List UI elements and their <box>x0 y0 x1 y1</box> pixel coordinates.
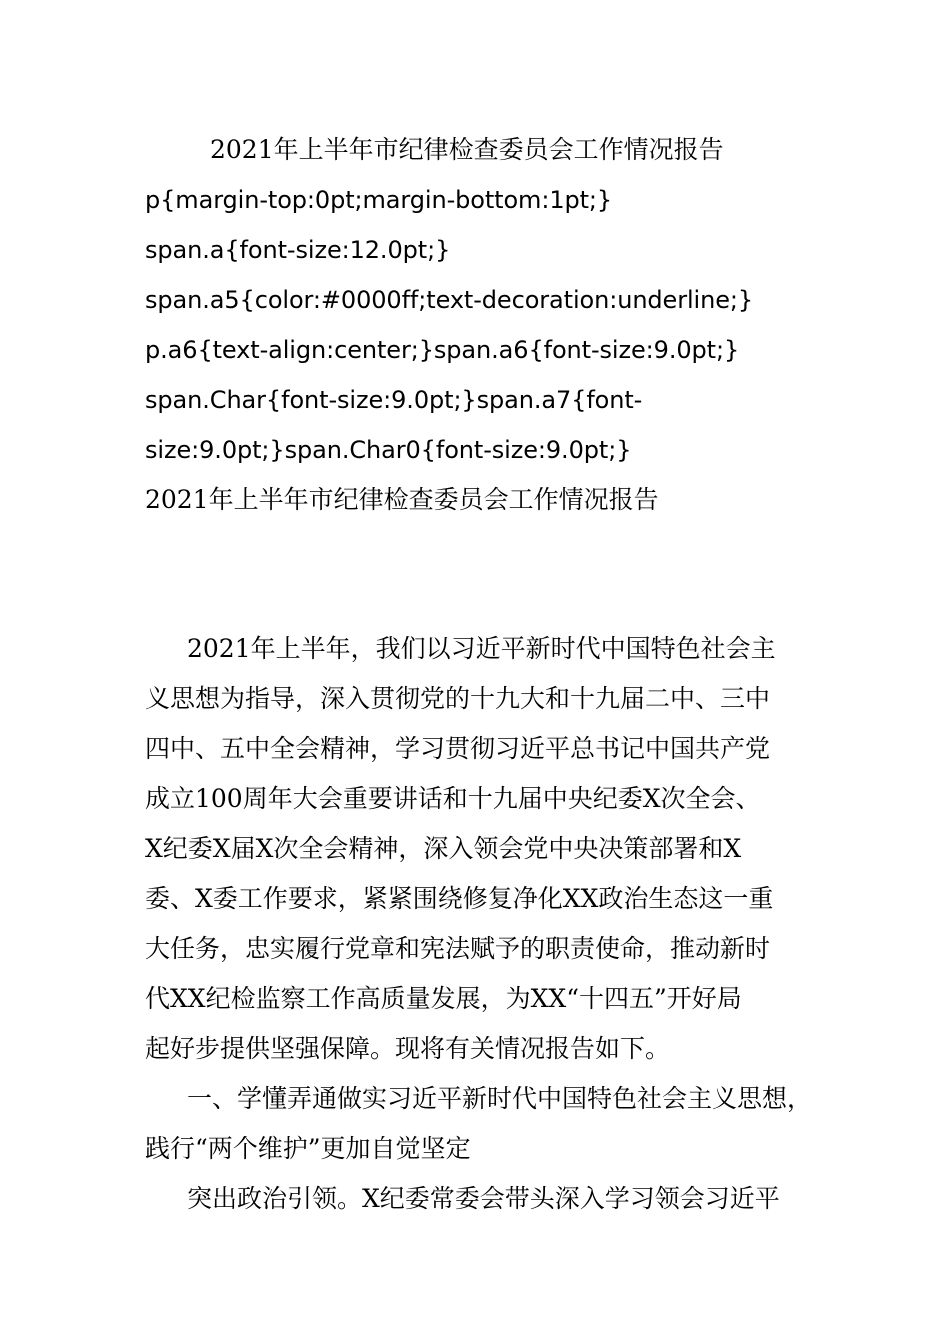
intro-line-8: 代XX纪检监察工作高质量发展，为XX“十四五”开好局 <box>145 984 742 1013</box>
css-residue-line-3: span.a5{color:#0000ff;text-decoration:underline;} <box>145 286 754 314</box>
document-title: 2021年上半年市纪律检查委员会工作情况报告 <box>145 485 659 514</box>
css-residue-line-1: p{margin-top:0pt;margin-bottom:1pt;} <box>145 186 613 214</box>
intro-line-6: 委、X委工作要求，紧紧围绕修复净化XX政治生态这一重 <box>145 884 774 913</box>
intro-line-7: 大任务，忠实履行党章和宪法赋予的职责使命，推动新时 <box>145 934 771 963</box>
section-heading-line-2: 践行“两个维护”更加自觉坚定 <box>145 1134 471 1163</box>
css-residue-line-4: p.a6{text-align:center;}span.a6{font-size:9.0pt;} <box>145 336 740 364</box>
intro-line-2: 义思想为指导，深入贯彻党的十九大和十九届二中、三中 <box>145 684 771 713</box>
header-title: 2021年上半年市纪律检查委员会工作情况报告 <box>210 135 724 164</box>
body-line-1: 突出政治引领。X纪委常委会带头深入学习领会习近平 <box>187 1184 780 1213</box>
section-heading-line-1: 一、学懂弄通做实习近平新时代中国特色社会主义思想， <box>187 1084 813 1113</box>
css-residue-line-5: span.Char{font-size:9.0pt;}span.a7{font- <box>145 386 643 414</box>
intro-line-1: 2021年上半年，我们以习近平新时代中国特色社会主 <box>187 634 776 663</box>
intro-line-3: 四中、五中全会精神，学习贯彻习近平总书记中国共产党 <box>145 734 771 763</box>
intro-line-4: 成立100周年大会重要讲话和十九届中央纪委X次全会、 <box>145 784 761 813</box>
css-residue-line-2: span.a{font-size:12.0pt;} <box>145 236 451 264</box>
intro-line-9: 起好步提供坚强保障。现将有关情况报告如下。 <box>145 1034 671 1063</box>
intro-line-5: X纪委X届X次全会精神，深入领会党中央决策部署和X <box>145 834 742 863</box>
css-residue-line-6: size:9.0pt;}span.Char0{font-size:9.0pt;} <box>145 436 632 464</box>
